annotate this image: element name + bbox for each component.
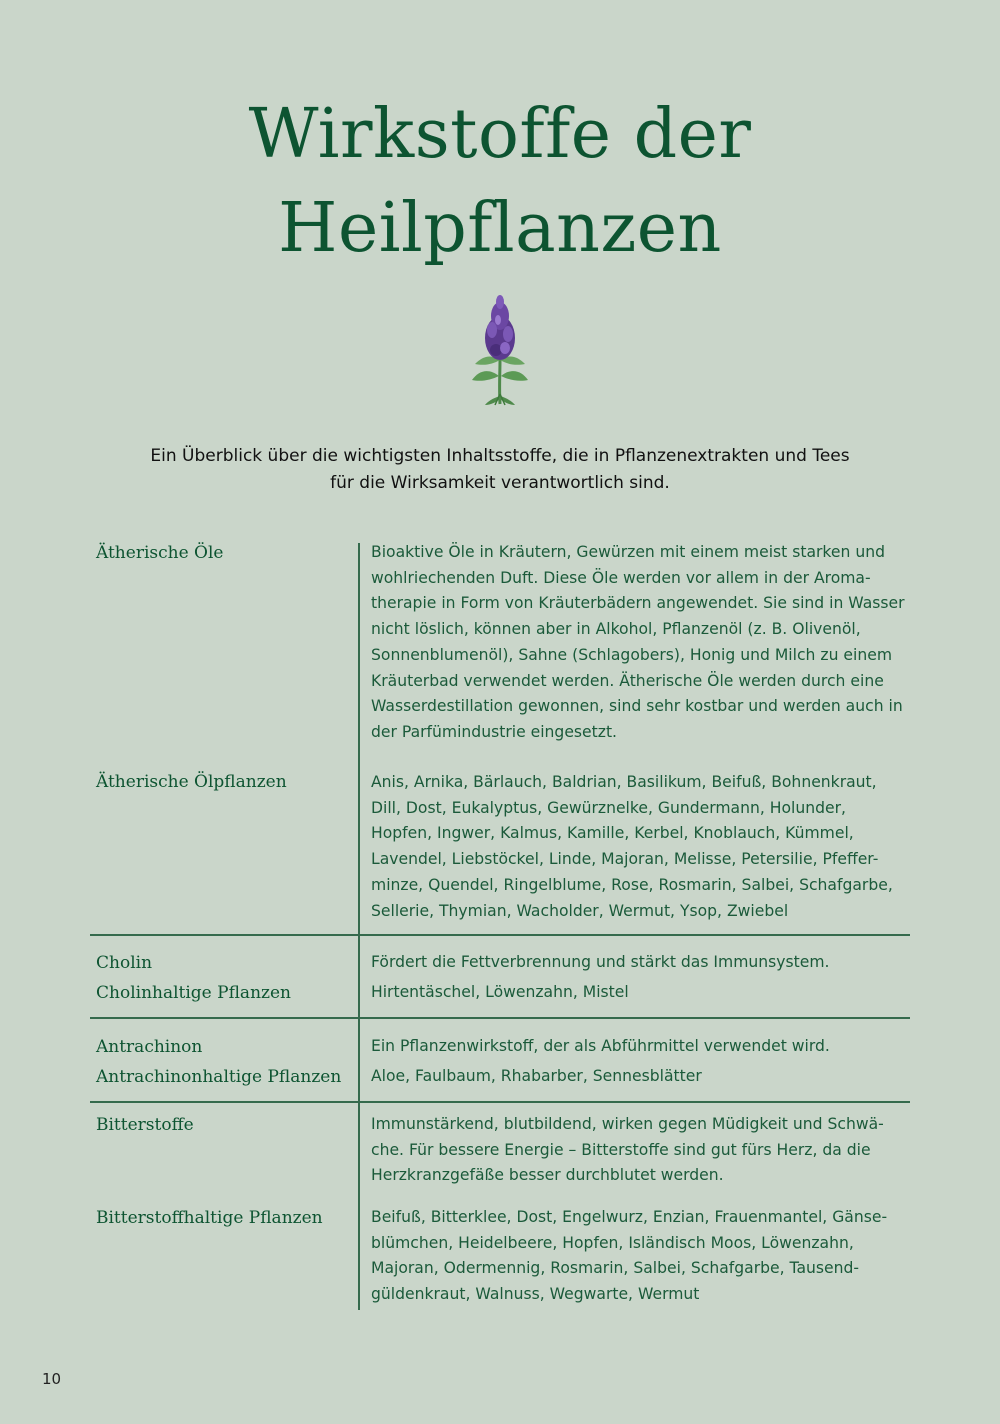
label-antrachinon: Antrachinon Antrachinonhaltige Pflanzen bbox=[96, 1037, 342, 1087]
text-bitterstoffe: Immunstärkend, blutbildend, wirken gegen Müdigkeit und Schwä- che. Für bessere Energie – Bitterstoffe sind gut fürs Herz, da die Herzkranzgefäße besser durchblutet werden. bbox=[371, 1115, 884, 1185]
table-divider bbox=[90, 934, 910, 936]
label-bitterstoffe: Bitterstoffe bbox=[96, 1115, 194, 1135]
text-bitterstoffhaltige-pflanzen: Beifuß, Bitterklee, Dost, Engelwurz, Enzian, Frauenmantel, Gänse- blümchen, Heidelbeere, Hopfen, Isländisch Moos, Löwenzahn, Majoran, Odermennig, Rosmarin, Salbei, Schafgarbe, Tausend- güldenkraut, Walnuss, Wegwarte, Wermut bbox=[371, 1208, 888, 1304]
text-cholin: Fördert die Fettverbrennung und stärkt das Immunsystem. Hirtentäschel, Löwenzahn, Mistel bbox=[371, 953, 830, 1001]
table-divider-vertical bbox=[358, 543, 360, 1310]
intro-text bbox=[100, 443, 900, 497]
label-cholin: Cholin Cholinhaltige Pflanzen bbox=[96, 953, 291, 1003]
page-number: 10 bbox=[42, 1370, 62, 1388]
intro-line: für die Wirksamkeit verantwortlich sind. bbox=[330, 473, 670, 493]
label-bitterstoffhaltige-pflanzen: Bitterstoffhaltige Pflanzen bbox=[96, 1208, 323, 1228]
table-divider bbox=[90, 1101, 910, 1103]
label-aetherische-oele: Ätherische Öle bbox=[96, 543, 224, 563]
title-line-2: Heilpflanzen bbox=[278, 189, 722, 268]
lavender-plant-icon bbox=[463, 294, 537, 406]
table-divider bbox=[90, 1017, 910, 1019]
page-title bbox=[0, 88, 1000, 276]
text-aetherische-oele: Bioaktive Öle in Kräutern, Gewürzen mit einem meist starken und wohlriechenden Duft. Diese Öle werden vor allem in der Aroma- therapie in Form von Kräuterbädern angewendet. Sie sind in Wasser nicht löslich, können aber in Alkohol, Pflanzenöl (z. B. Olivenöl, Sonnenblumenöl), Sahne (Schlagobers), Honig und Milch zu einem Kräuterbad verwendet werden. Ätherische Öle werden durch eine Wasserdestillation gewonnen, sind sehr kostbar und werden auch in der Parfümindustrie eingesetzt. bbox=[371, 543, 905, 741]
text-aetherische-oelpflanzen: Anis, Arnika, Bärlauch, Baldrian, Basilikum, Beifuß, Bohnenkraut, Dill, Dost, Eukalyptus, Gewürznelke, Gundermann, Holunder, Hopfen, Ingwer, Kalmus, Kamille, Kerbel, Knoblauch, Kümmel, Lavendel, Liebstöckel, Linde, Majoran, Melisse, Petersilie, Pfeffer- minze, Quendel, Ringelblume, Rose, Rosmarin, Salbei, Schafgarbe, Sellerie, Thymian, Wacholder, Wermut, Ysop, Zwiebel bbox=[371, 773, 893, 920]
title-line-1: Wirkstoffe der bbox=[248, 95, 752, 174]
label-aetherische-oelpflanzen: Ätherische Ölpflanzen bbox=[96, 772, 287, 792]
intro-line: Ein Überblick über die wichtigsten Inhaltsstoffe, die in Pflanzenextrakten und Tees bbox=[150, 446, 850, 466]
text-antrachinon: Ein Pflanzenwirkstoff, der als Abführmittel verwendet wird. Aloe, Faulbaum, Rhabarber, Sennesblätter bbox=[371, 1037, 830, 1085]
